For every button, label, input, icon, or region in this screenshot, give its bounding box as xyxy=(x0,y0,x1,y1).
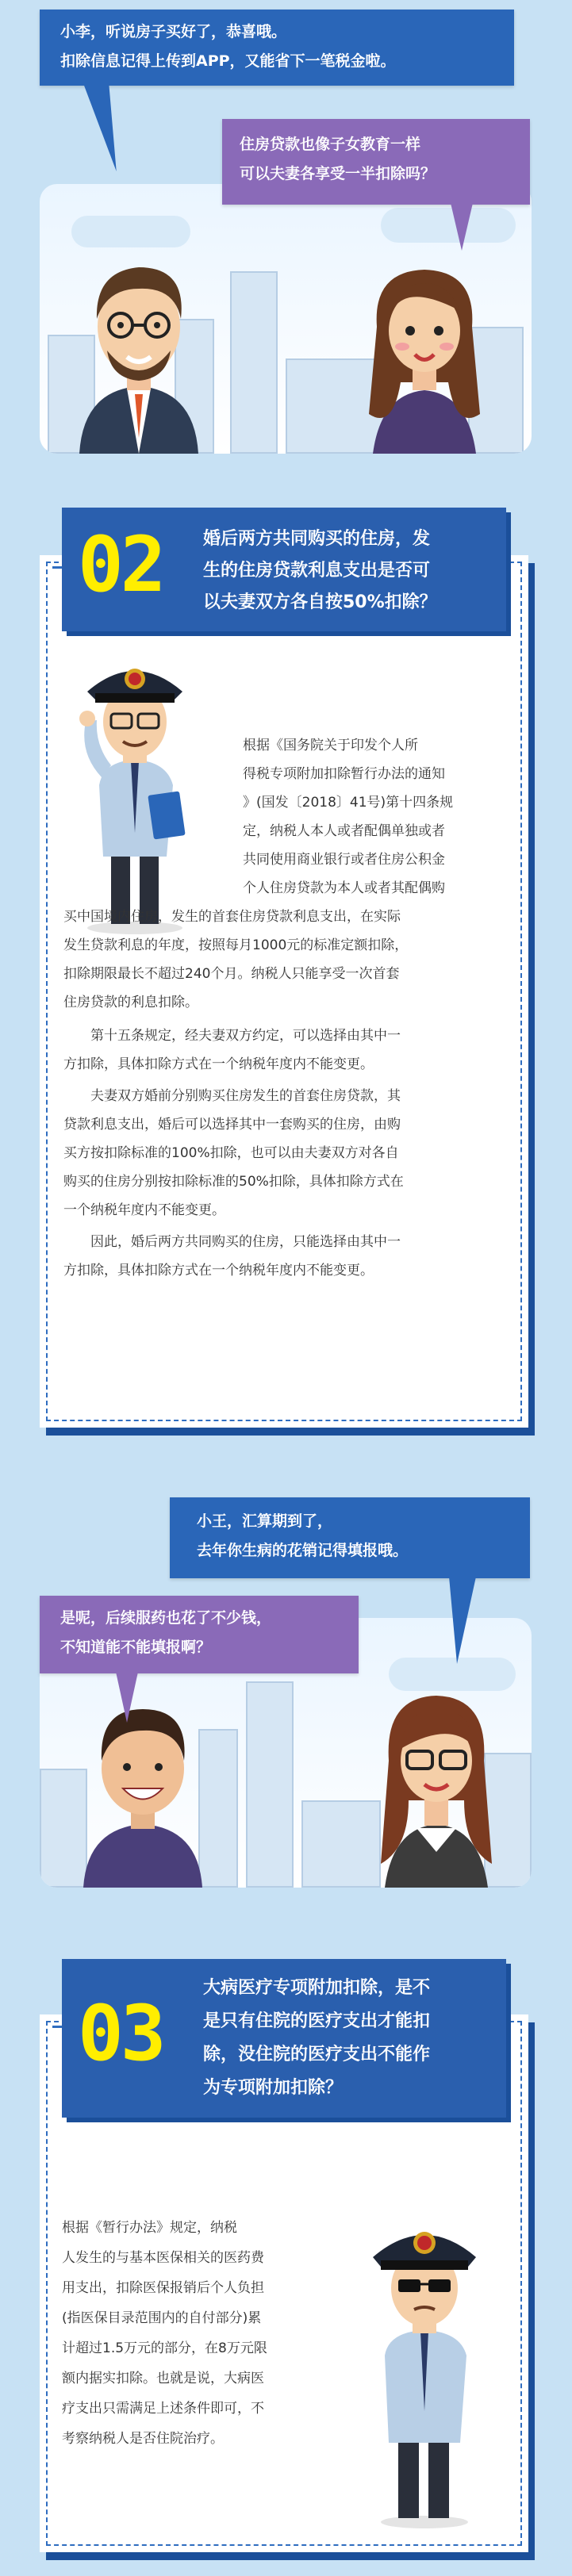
section-number: 02 xyxy=(78,520,163,609)
paragraph-line: 方扣除，具体扣除方式在一个纳税年度内不能变更。 xyxy=(63,1263,374,1278)
bubble-line: 住房贷款也像子女教育一样 xyxy=(240,136,421,153)
speech-bubble-colleague xyxy=(170,1497,530,1578)
paragraph-line: 一个纳税年度内不能变更。 xyxy=(63,1202,225,1218)
paragraph-line: 考察纳税人是否住院治疗。 xyxy=(62,2431,224,2447)
building xyxy=(230,271,278,454)
bubble-line: 去年你生病的花销记得填报哦。 xyxy=(197,1542,409,1559)
bubble-line: 扣除信息记得上传到APP，又能省下一笔税金啦。 xyxy=(60,52,396,70)
section-question xyxy=(203,523,486,619)
section-02-paragraph-2 xyxy=(63,1022,401,1079)
question-line: 婚后两方共同购买的住房，发 xyxy=(203,529,431,549)
paragraph-line: 贷款利息支出，婚后可以选择其中一套购买的住房，由购 xyxy=(63,1117,401,1133)
paragraph-line: 人发生的与基本医保相关的医药费 xyxy=(62,2250,264,2266)
paragraph-line: 根据《国务院关于印发个人所 xyxy=(243,738,418,753)
paragraph-line: 方扣除，具体扣除方式在一个纳税年度内不能变更。 xyxy=(63,1056,374,1072)
paragraph-line: 第十五条规定，经夫妻双方约定，可以选择由其中一 xyxy=(63,1028,401,1044)
young-man-illustration xyxy=(63,1673,222,1888)
bubble-tail xyxy=(83,84,124,171)
paragraph-line: 住房贷款的利息扣除。 xyxy=(63,995,198,1010)
paragraph-line: 定，纳税人本人或者配偶单独或者 xyxy=(243,823,445,839)
speech-bubble-patient xyxy=(40,1596,359,1673)
question-line: 生的住房贷款利息支出是否可 xyxy=(203,561,431,581)
paragraph-line: 根据《暂行办法》规定，纳税 xyxy=(62,2220,237,2236)
paragraph-line: 用支出，扣除医保报销后个人负担 xyxy=(62,2280,264,2296)
building xyxy=(246,1681,294,1888)
paragraph-line: 额内据实扣除。也就是说，大病医 xyxy=(62,2371,264,2386)
paragraph-line: 》(国发〔2018〕41号)第十四条规 xyxy=(243,795,454,811)
bubble-line: 小王，汇算期到了， xyxy=(197,1512,333,1530)
paragraph-line: 共同使用商业银行或者住房公积金 xyxy=(243,852,445,868)
paragraph-line: 购买的住房分别按扣除标准的50%扣除，具体扣除方式在 xyxy=(63,1174,404,1190)
paragraph-line: 买中国境内住房，发生的首套住房贷款利息支出，在实际 xyxy=(63,909,401,925)
speech-bubble-colleague xyxy=(40,10,514,86)
section-question xyxy=(203,1972,486,2105)
section-02-paragraph-4 xyxy=(63,1228,401,1285)
paragraph-line: (指医保目录范围内的自付部分)累 xyxy=(62,2310,262,2326)
paragraph-line: 买方按扣除标准的100%扣除，也可以由夫妻双方对各自 xyxy=(63,1145,399,1161)
paragraph-line: 个人住房贷款为本人或者其配偶购 xyxy=(243,880,445,896)
bubble-line: 可以夫妻各享受一半扣除吗？ xyxy=(240,165,436,182)
question-line: 大病医疗专项附加扣除，是不 xyxy=(203,1978,431,1998)
question-line: 是只有住院的医疗支出才能扣 xyxy=(203,2011,431,2031)
section-02-paragraph-1b xyxy=(63,903,408,1017)
question-line: 以夫妻双方各自按50%扣除？ xyxy=(203,592,437,612)
section-02-paragraph-3 xyxy=(63,1082,404,1225)
bubble-line: 不知道能不能填报啊？ xyxy=(60,1639,212,1656)
paragraph-line: 因此，婚后两方共同购买的住房，只能选择由其中一 xyxy=(63,1234,401,1250)
woman-illustration xyxy=(353,240,496,454)
section-02-header xyxy=(62,508,506,631)
bubble-line: 是呢，后续服药也花了不少钱， xyxy=(60,1609,272,1627)
section-03-header xyxy=(62,1959,506,2118)
paragraph-line: 疗支出只需满足上述条件即可，不 xyxy=(62,2401,264,2417)
question-line: 除，没住院的医疗支出不能作 xyxy=(203,2045,431,2064)
section-03-paragraph xyxy=(62,2213,267,2454)
bubble-tail xyxy=(451,203,473,251)
cloud xyxy=(381,208,516,243)
paragraph-line: 扣除期限最长不超过240个月。纳税人只能享受一次首套 xyxy=(63,966,400,982)
woman-with-glasses-illustration xyxy=(361,1666,512,1888)
section-number: 03 xyxy=(78,1989,163,2078)
bubble-tail xyxy=(116,1672,138,1723)
tax-officer-illustration xyxy=(349,2197,500,2530)
section-02-paragraph-1a xyxy=(243,731,453,903)
question-line: 为专项附加扣除？ xyxy=(203,2078,344,2098)
speech-bubble-wife xyxy=(222,119,530,205)
bubble-line: 小李，听说房子买好了，恭喜哦。 xyxy=(60,23,287,40)
tax-officer-illustration xyxy=(56,634,214,936)
paragraph-line: 得税专项附加扣除暂行办法的通知 xyxy=(243,766,445,782)
paragraph-line: 夫妻双方婚前分别购买住房发生的首套住房贷款，其 xyxy=(63,1088,401,1104)
bubble-tail xyxy=(449,1577,476,1664)
man-with-glasses-illustration xyxy=(63,232,214,454)
paragraph-line: 计超过1.5万元的部分，在8万元限 xyxy=(62,2340,267,2356)
paragraph-line: 发生贷款利息的年度，按照每月1000元的标准定额扣除， xyxy=(63,937,409,953)
